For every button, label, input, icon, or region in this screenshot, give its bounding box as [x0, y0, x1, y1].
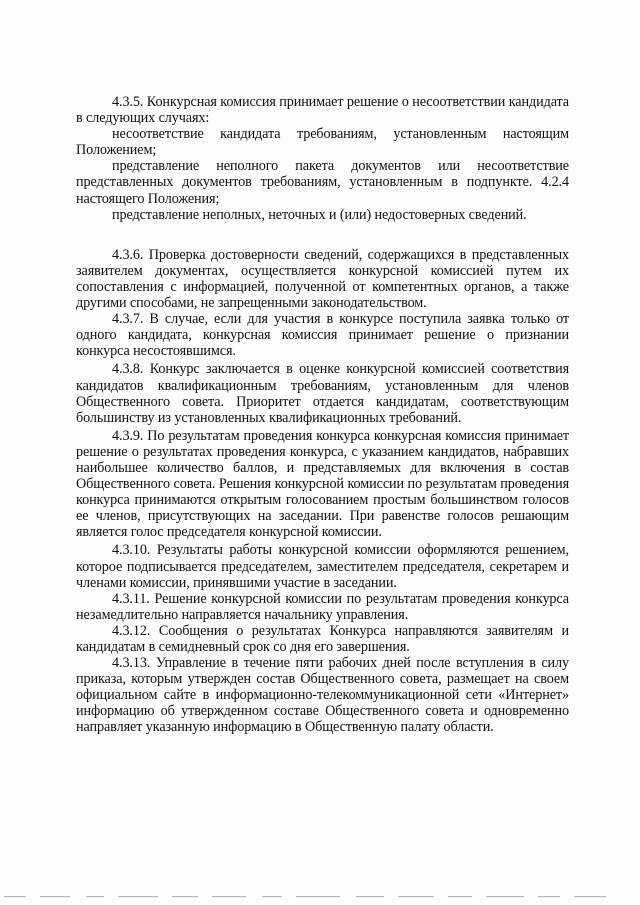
scan-edge-artifacts — [0, 894, 640, 900]
paragraph-4-3-8: 4.3.8. Конкурс заключается в оценке конкурсной комиссией соответствия кандидатов квалификационным требованиям, установленным для членов Общественного совета. Приоритет отдается кандидатам, соответствующим большинству из установленных квалификационных требований. — [76, 361, 569, 426]
list-item-incomplete-package: представление неполного пакета документов или несоответствие представленных документов требованиям, установленным в подпункте. 4.2.4 настоящего Положения; — [76, 158, 569, 207]
paragraph-4-3-13: 4.3.13. Управление в течение пяти рабочих дней после вступления в силу приказа, которым утвержден состав Общественного совета, размещает на своем официальном сайте в информационно-телекоммуникационной сети «Интернет» информацию об утвержденном составе Общественного совета и одновременно направляет указанную информацию в Общественную палату области. — [76, 655, 569, 736]
paragraph-4-3-11: 4.3.11. Решение конкурсной комиссии по результатам проведения конкурса незамедлительно направляется начальнику управления. — [76, 590, 569, 623]
list-item-noncompliance: несоответствие кандидата требованиям, установленным настоящим Положением; — [76, 126, 569, 159]
document-body — [76, 94, 569, 736]
paragraph-4-3-6: 4.3.6. Проверка достоверности сведений, содержащихся в представленных заявителем документах, осуществляется конкурсной комиссией путем их сопоставления с информацией, полученной от компетентных органов, а также другими способами, не запрещенными законодательством. — [76, 246, 569, 312]
list-item-inaccurate-info: представление неполных, неточных и (или) недостоверных сведений. — [112, 206, 527, 223]
paragraph-spacer — [76, 223, 569, 247]
paragraph-4-3-10: 4.3.10. Результаты работы конкурсной комиссии оформляются решением, которое подписывается председателем, заместителем председателя, секретарем и членами комиссии, принявшими участие в заседании. — [76, 542, 569, 591]
paragraph-4-3-12: 4.3.12. Сообщения о результатах Конкурса направляются заявителям и кандидатам в семидневный срок со дня его завершения. — [76, 622, 569, 655]
paragraph-4-3-7: 4.3.7. В случае, если для участия в конкурсе поступила заявка только от одного кандидата, конкурсная комиссия принимает решение о признании конкурса несостоявшимся. — [76, 311, 569, 360]
paragraph-4-3-9: 4.3.9. По результатам проведения конкурса конкурсная комиссия принимает решение о результатах проведения конкурса, с указанием кандидатов, набравших наибольшее количество баллов, и представляемых для включения в состав Общественного совета. Решения конкурсной комиссии по результатам проведения конкурса принимаются открытым голосованием простым большинством голосов ее членов, присутствующих на заседании. При равенстве голосов решающим является голос председателя конкурсной комиссии. — [76, 427, 569, 541]
paragraph-4-3-5: 4.3.5. Конкурсная комиссия принимает решение о несоответствии кандидата в следующих случаях: — [76, 94, 569, 127]
